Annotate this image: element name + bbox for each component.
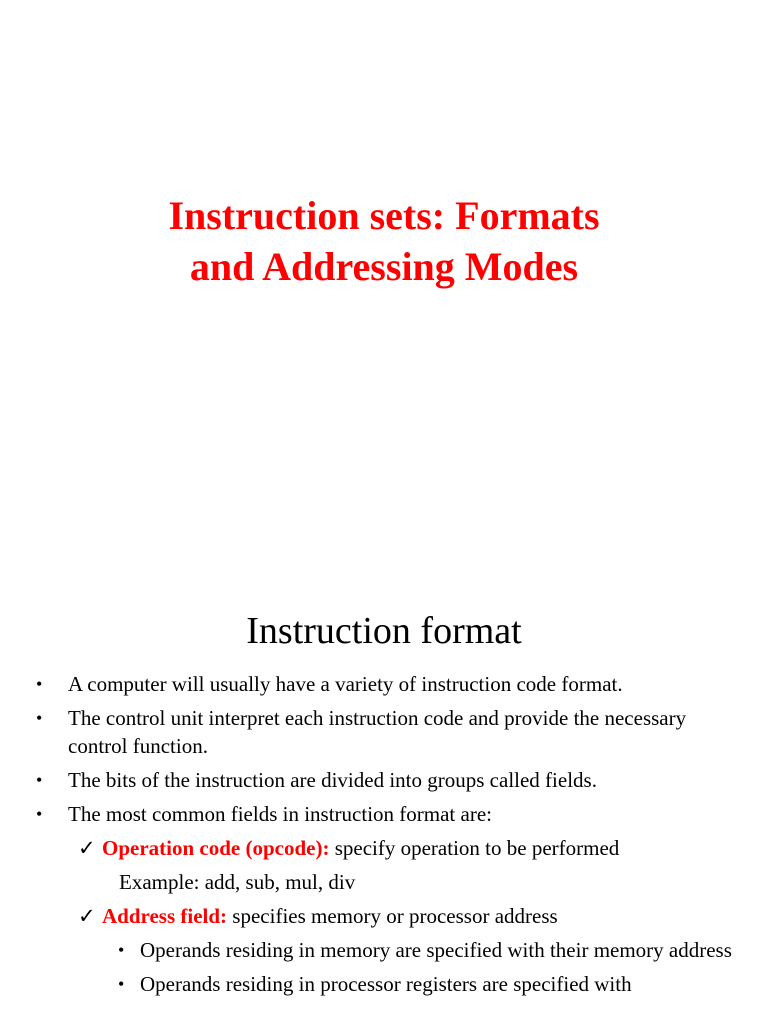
section-title: Instruction format <box>246 610 522 652</box>
sub-list-item-text: Operands residing in processor registers are specified with <box>140 972 632 996</box>
bullet-icon: • <box>36 770 43 790</box>
bullet-list <box>30 670 750 1004</box>
sub-list-item-text: Operands residing in memory are specified with their memory address <box>140 938 732 962</box>
slide-title <box>40 190 728 292</box>
sub-list-item <box>30 970 750 998</box>
field-description: specify operation to be performed <box>329 836 620 860</box>
field-label: Address field: <box>102 904 228 928</box>
example-text: Example: add, sub, mul, div <box>119 870 356 894</box>
field-label: Operation code (opcode): <box>102 836 330 860</box>
list-item-text: A computer will usually have a variety of instruction code format. <box>68 672 623 696</box>
bullet-icon: • <box>36 674 43 694</box>
field-description: specifies memory or processor address <box>227 904 558 928</box>
list-item-text: The control unit interpret each instruction code and provide the necessary control function. <box>68 706 687 758</box>
bullet-icon: • <box>118 974 125 994</box>
bullet-icon: • <box>36 804 43 824</box>
title-line-2: and Addressing Modes <box>189 244 579 289</box>
checkmark-icon: ✓ <box>78 836 96 860</box>
content-slide <box>0 576 768 1024</box>
field-item-address <box>30 902 750 930</box>
title-line-1: Instruction sets: Formats <box>168 193 600 238</box>
field-item-opcode <box>30 834 750 862</box>
list-item <box>30 670 750 698</box>
checkmark-icon: ✓ <box>78 904 96 928</box>
list-item-text: The most common fields in instruction format are: <box>68 802 492 826</box>
list-item <box>30 800 750 828</box>
bullet-icon: • <box>36 708 43 728</box>
sub-list-item <box>30 936 750 964</box>
list-item <box>30 766 750 794</box>
list-item-text: The bits of the instruction are divided into groups called fields. <box>68 768 597 792</box>
bullet-icon: • <box>118 940 125 960</box>
list-item <box>30 704 750 760</box>
